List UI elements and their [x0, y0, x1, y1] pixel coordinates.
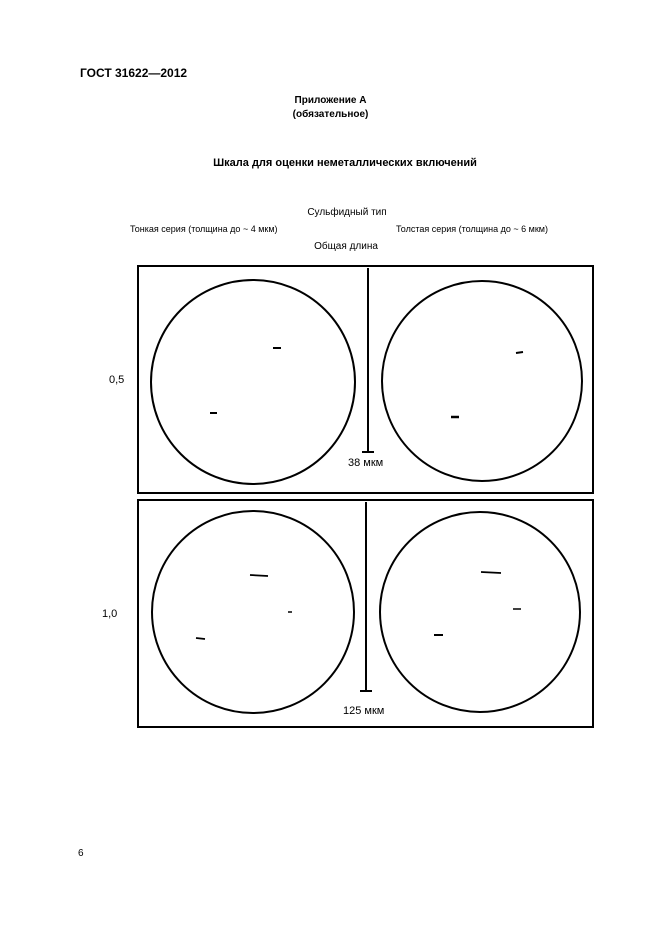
- document-code: ГОСТ 31622—2012: [80, 66, 188, 80]
- inclusion: [250, 575, 268, 576]
- page-number: 6: [78, 848, 84, 859]
- appendix-title: Приложение А: [294, 95, 367, 106]
- figure-title: Шкала для оценки неметаллических включений: [213, 157, 477, 169]
- scale-label-125: 125 мкм: [343, 705, 385, 717]
- field-circle-thick: [382, 281, 582, 481]
- inclusion: [481, 572, 501, 573]
- field-circle-thick: [380, 512, 580, 712]
- inclusion-type-label: Сульфидный тип: [307, 207, 387, 218]
- row-label-1-0: 1,0: [102, 608, 118, 620]
- scale-label-38: 38 мкм: [348, 457, 384, 469]
- field-circle-thin: [152, 511, 354, 713]
- thick-series-label: Толстая серия (толщина до ~ 6 мкм): [396, 224, 548, 234]
- inclusion: [516, 352, 523, 353]
- appendix-subtitle: (обязательное): [292, 109, 369, 120]
- thin-series-label: Тонкая серия (толщина до ~ 4 мкм): [130, 224, 278, 234]
- inclusion: [196, 638, 205, 639]
- field-circle-thin: [151, 280, 355, 484]
- total-length-label: Общая длина: [314, 241, 378, 252]
- panel-row-1-0: [138, 500, 593, 727]
- row-label-0-5: 0,5: [109, 374, 125, 386]
